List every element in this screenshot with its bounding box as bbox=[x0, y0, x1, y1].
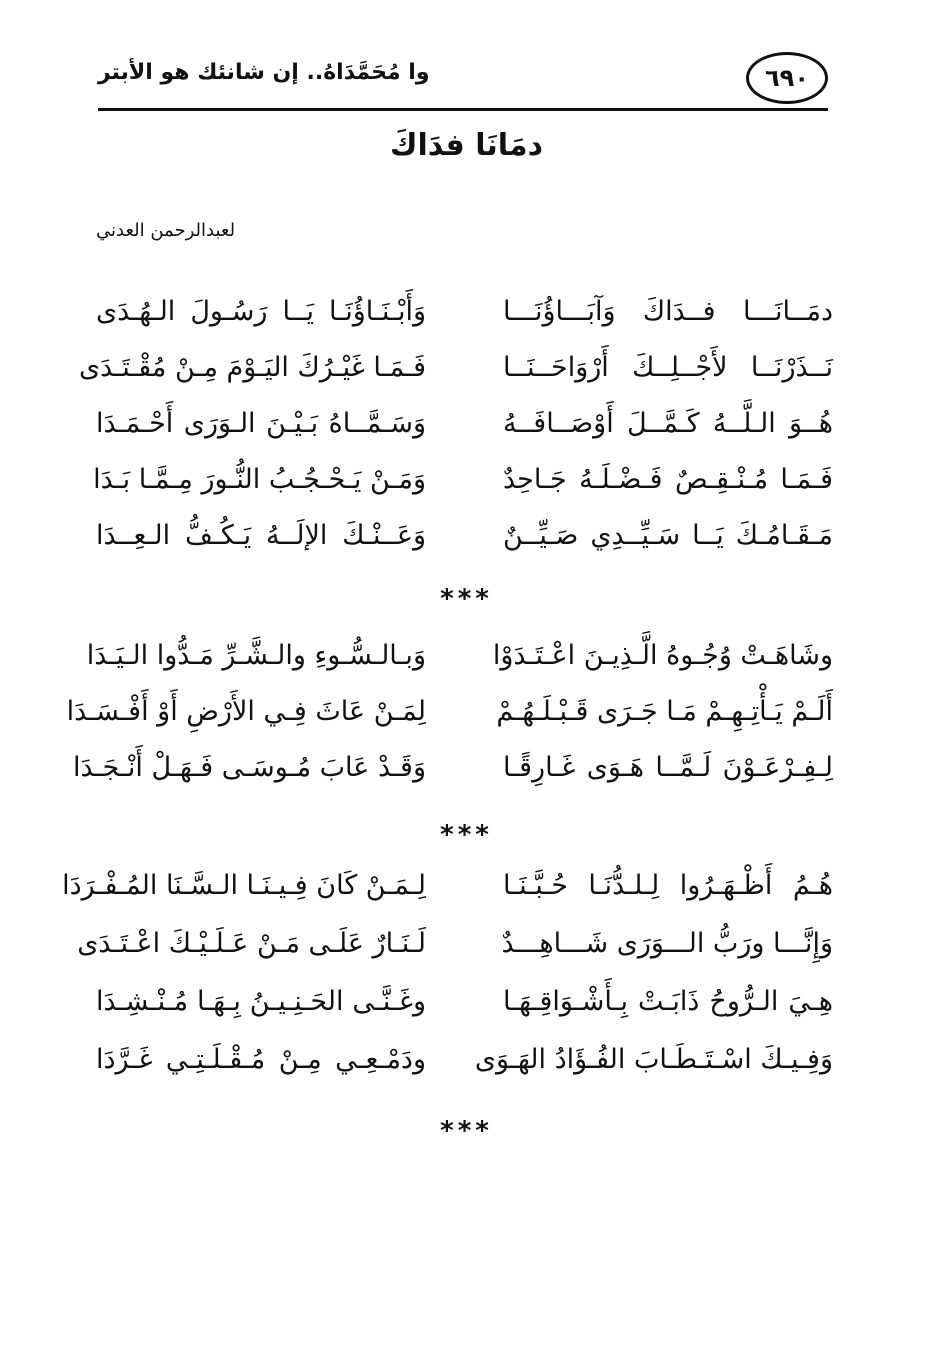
verse-second-hemistich: وَقَـدْ عَابَ مُـوسَـى فَـهَـلْ أَنْـجَـدَا bbox=[72, 752, 426, 783]
verse bbox=[0, 686, 933, 738]
page-header bbox=[98, 48, 828, 114]
verse bbox=[0, 630, 933, 682]
verse-first-hemistich: مَـقَـامُـكَ يَــا سَـيِّــدِي صَـيِّــنٌ bbox=[503, 520, 833, 551]
verse-second-hemistich: وغَـنَّـى الحَـنِـيـنُ بِـهَـا مُـنْـشِـدَا bbox=[96, 986, 426, 1017]
verse-first-hemistich: وَفِـيـكَ اسْـتَـطَـابَ الفُـؤَادُ الهَـوَى bbox=[474, 1044, 833, 1075]
verse bbox=[0, 398, 933, 450]
running-title: وا مُحَمَّدَاهُ.. إن شانئك هو الأبتر bbox=[98, 60, 430, 85]
verse-first-hemistich: دمَــانَـــا فــدَاكَ وَآبَـــاؤُنَـــا bbox=[503, 296, 833, 327]
verse-first-hemistich: نَــذَرْنَــا لأَجْــلِــكَ أَرْوَاحَــنَــا bbox=[503, 352, 833, 383]
verse-first-hemistich: لِـفِـرْعَـوْنَ لَـمَّــا هَـوَى غَـارِقًـا bbox=[503, 752, 833, 783]
header-rule bbox=[98, 108, 828, 111]
stanza-separator: *** bbox=[440, 584, 493, 614]
verse bbox=[0, 342, 933, 394]
verse bbox=[0, 860, 933, 912]
verse-first-hemistich: فَـمَـا مُـنْـقِـصٌ فَـضْـلَـهُ جَـاحِدٌ bbox=[503, 464, 833, 495]
verse bbox=[0, 454, 933, 506]
verse-first-hemistich: وشَاهَـتْ وُجُـوهُ الَّـذِيـنَ اعْـتَـدَوْا bbox=[492, 640, 833, 671]
verse-second-hemistich: ودَمْـعِـي مِـنْ مُـقْـلَـتِـي غَـرَّدَا bbox=[96, 1044, 426, 1075]
verse-second-hemistich: وَمَـنْ يَـحْـجُـبُ النُّـورَ مِـمَّـا بَـدَا bbox=[93, 464, 426, 495]
stanza-separator: *** bbox=[440, 820, 493, 850]
verse-second-hemistich: وَأَبْـنَـاؤُنَـا يَــا رَسُـولَ الـهُـدَى bbox=[96, 296, 426, 327]
verse-first-hemistich: هُـمُ أَظْـهَـرُوا لِـلـدُّنَـا حُـبَّـنَـا bbox=[503, 870, 833, 901]
verse-second-hemistich: لَـنَـارٌ عَلَـى مَـنْ عَـلَـيْـكَ اعْـتَـدَى bbox=[77, 928, 426, 959]
verse bbox=[0, 742, 933, 794]
verse bbox=[0, 918, 933, 970]
verse bbox=[0, 976, 933, 1028]
verse-first-hemistich: هِـيَ الـرُّوحُ ذَابَـتْ بِـأَشْـوَاقِـهَـا bbox=[503, 986, 833, 1017]
poem-author: لعبدالرحمن العدني bbox=[96, 220, 236, 241]
page-number: ٦٩٠ bbox=[746, 52, 828, 104]
verse-second-hemistich: وَبـالـسُّـوءِ والـشَّـرِّ مَـدُّوا الـيَـدَا bbox=[86, 640, 426, 671]
stanza-separator: *** bbox=[440, 1116, 493, 1146]
verse bbox=[0, 286, 933, 338]
poem-title: دمَانَا فدَاكَ bbox=[390, 128, 543, 163]
verse-second-hemistich: لِمَـنْ عَاثَ فِـي الأَرْضِ أَوْ أَفْـسَـدَا bbox=[66, 696, 426, 727]
verse-first-hemistich: أَلَـمْ يَـأْتِـهِـمْ مَـا جَـرَى قَـبْـلَـهُـمْ bbox=[496, 696, 833, 727]
verse-second-hemistich: فَـمَـا غَيْـرُكَ اليَـوْمَ مِـنْ مُقْـتَـدَى bbox=[79, 352, 426, 383]
verse-second-hemistich: وَعَــنْـكَ الإلَــهُ يَـكُـفُّ الـعِــدَا bbox=[96, 520, 426, 551]
verse-second-hemistich: لِـمَـنْ كَانَ فِـيـنَـا الـسَّـنَا المُـفْـرَدَا bbox=[62, 870, 426, 901]
verse bbox=[0, 510, 933, 562]
verse-first-hemistich: هُــوَ الـلَّــهُ كَـمَّــلَ أَوْصَــافَــهُ bbox=[503, 408, 833, 439]
verse-first-hemistich: وَإِنَّـــا ورَبُّ الـــوَرَى شَـــاهِـــدٌ bbox=[501, 928, 833, 959]
verse bbox=[0, 1034, 933, 1086]
verse-second-hemistich: وَسَـمَّــاهُ بَـيْـنَ الـوَرَى أَحْـمَـدَا bbox=[96, 408, 426, 439]
